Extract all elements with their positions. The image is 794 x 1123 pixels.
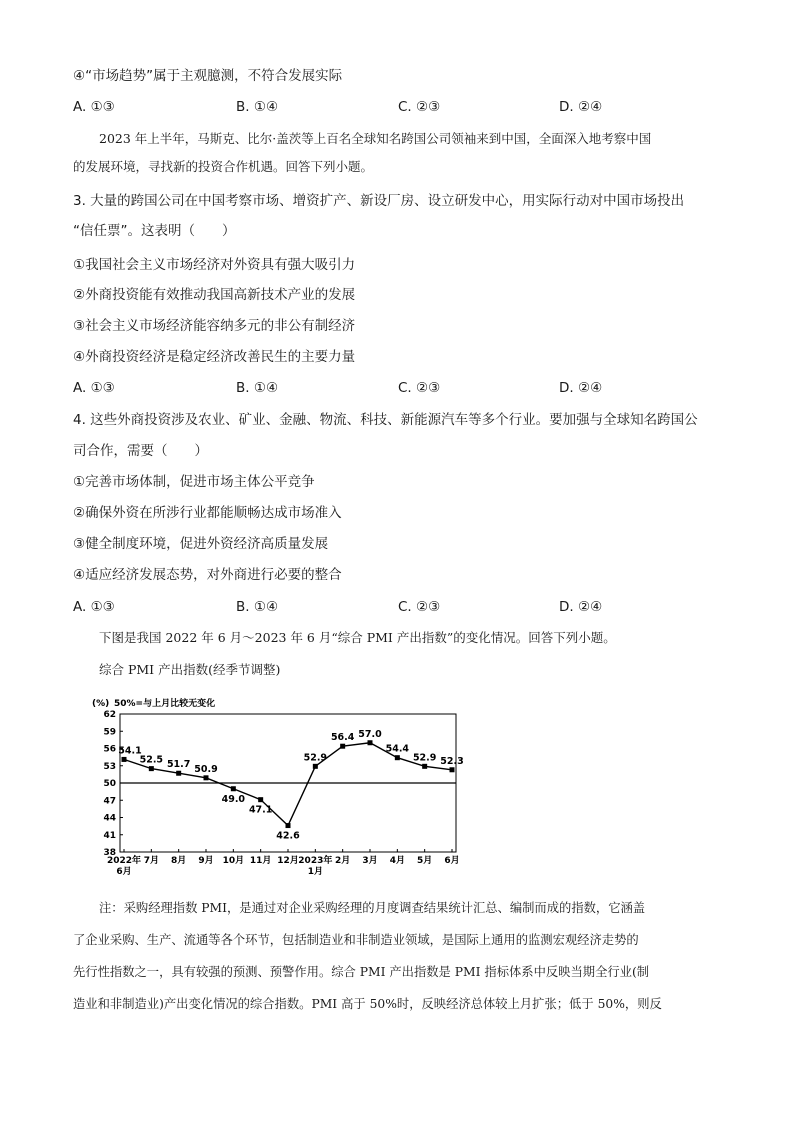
data-point [149,766,154,771]
q3-option-a: A. ①③ [73,380,115,396]
data-point [313,764,318,769]
y-tick-label: 41 [103,830,116,841]
q3-option-c: C. ②③ [398,380,441,396]
x-tick-label: 2023年 [298,856,333,866]
data-label: 50.9 [194,763,218,775]
data-label: 52.9 [303,752,328,764]
chart-legend-note: 50%=与上月比较无变化 [114,699,216,709]
data-point [231,786,236,791]
data-label: 47.1 [248,804,273,816]
data-point [204,775,209,780]
q2-option-b: B. ①④ [236,99,279,115]
data-label: 52.3 [440,755,464,767]
data-point [176,771,181,776]
data-label: 56.4 [330,732,355,744]
x-tick-label: 8月 [171,856,187,866]
note-line-1: 注：采购经理指数 PMI，是通过对企业采购经理的月度调查结果统计汇总、编制而成的指数，它涵盖 [99,901,646,915]
data-point [258,797,263,802]
data-point [450,767,455,772]
y-tick-label: 47 [103,796,116,807]
intro-paragraph-line-1: 2023 年上半年，马斯克、比尔·盖茨等上百名全球知名跨国公司领袖来到中国，全面深入地考察中国 [99,131,652,146]
q3-statement-2: ②外商投资能有效推动我国高新技术产业的发展 [73,287,356,303]
x-tick-label-sub: 6月 [116,867,132,877]
q3-option-b: B. ①④ [236,380,279,396]
data-point [395,755,400,760]
q2-option-c: C. ②③ [398,99,441,115]
q2-options [73,97,723,117]
x-tick-label: 10月 [222,856,245,866]
q4-stem-line-2: 司合作，需要（ ） [73,443,208,459]
q3-option-d: D. ②④ [559,380,603,396]
intro-paragraph-line-2: 的发展环境，寻找新的投资合作机遇。回答下列小题。 [73,159,374,174]
y-tick-label: 56 [103,744,116,755]
note-line-4: 造业和非制造业)产出变化情况的综合指数。PMI 高于 50%时，反映经济总体较上月扩张；低于 50%，则反 [73,997,662,1011]
data-label: 54.4 [385,743,410,755]
data-label: 57.0 [358,728,382,740]
q3-statement-1: ①我国社会主义市场经济对外资具有强大吸引力 [73,257,356,273]
chart-x-axis [107,849,460,877]
x-tick-label: 7月 [143,856,159,866]
chart-data-labels [118,729,463,842]
q4-option-c: C. ②③ [398,599,441,615]
x-tick-label: 2月 [335,856,351,866]
y-tick-label: 50 [103,779,116,789]
q4-option-a: A. ①③ [73,599,115,615]
q2-option-d: D. ②④ [559,99,603,115]
chart-unit-label: (%) [92,699,110,709]
pmi-chart-svg [90,694,464,880]
note-line-3: 先行性指数之一，具有较强的预测、预警作用。综合 PMI 产出指数是 PMI 指标体系中反映当期全行业(制 [73,965,650,979]
x-tick-label: 2022年 [106,856,142,866]
chart-series-line [124,743,452,826]
data-point [286,823,291,828]
data-label: 49.0 [221,793,246,805]
y-tick-label: 38 [103,848,116,858]
q4-statement-2: ②确保外资在所涉行业都能顺畅达成市场准入 [73,505,342,521]
data-label: 51.7 [166,759,191,771]
y-tick-label: 53 [103,761,116,772]
data-label: 52.9 [412,752,437,764]
x-tick-label: 5月 [417,856,433,866]
data-label: 52.5 [139,754,164,766]
q4-statement-4: ④适应经济发展态势，对外商进行必要的整合 [73,567,342,583]
data-point [422,764,427,769]
q3-stem-line-1: 3. 大量的跨国公司在中国考察市场、增资扩产、新设厂房、设立研发中心，用实际行动对中国市场投出 [73,193,685,209]
q2-option-a: A. ①③ [73,99,115,115]
data-label: 42.6 [276,830,300,842]
y-tick-label: 44 [103,813,116,824]
q4-option-d: D. ②④ [559,599,603,615]
data-point [340,744,345,749]
q4-options [73,597,723,617]
x-tick-label: 9月 [198,856,214,866]
x-tick-label-sub: 1月 [307,867,323,877]
x-tick-label: 4月 [389,856,405,866]
q3-statement-4: ④外商投资经济是稳定经济改善民生的主要力量 [73,349,356,365]
x-tick-label: 12月 [277,856,299,866]
x-tick-label: 6月 [444,856,460,866]
note-line-2: 了企业采购、生产、流通等各个环节，包括制造业和非制造业领域，是国际上通用的监测宏观经济走势的 [73,933,639,947]
data-point [122,757,127,762]
q3-stem-line-2: “信任票”。这表明（ ） [73,223,236,239]
x-tick-label: 11月 [249,856,272,866]
q3-options [73,378,723,398]
y-tick-label: 62 [103,710,116,720]
pmi-line-chart [90,694,464,880]
x-tick-label: 3月 [362,856,378,866]
q4-option-b: B. ①④ [236,599,279,615]
chart-intro-line: 下图是我国 2022 年 6 月～2023 年 6 月“综合 PMI 产出指数”的变化情况。回答下列小题。 [99,630,616,645]
q3-statement-3: ③社会主义市场经济能容纳多元的非公有制经济 [73,318,356,334]
q4-statement-1: ①完善市场体制，促进市场主体公平竞争 [73,474,315,490]
q4-statement-3: ③健全制度环境，促进外资经济高质量发展 [73,536,329,552]
data-point [368,740,373,745]
q4-stem-line-1: 4. 这些外商投资涉及农业、矿业、金融、物流、科技、新能源汽车等多个行业。要加强与全球知名跨国公 [73,412,698,428]
q2-statement-4: ④“市场趋势”属于主观臆测，不符合发展实际 [73,68,343,84]
y-tick-label: 59 [103,727,116,738]
chart-caption: 综合 PMI 产出指数(经季节调整) [99,662,281,677]
data-label: 54.1 [118,745,142,757]
